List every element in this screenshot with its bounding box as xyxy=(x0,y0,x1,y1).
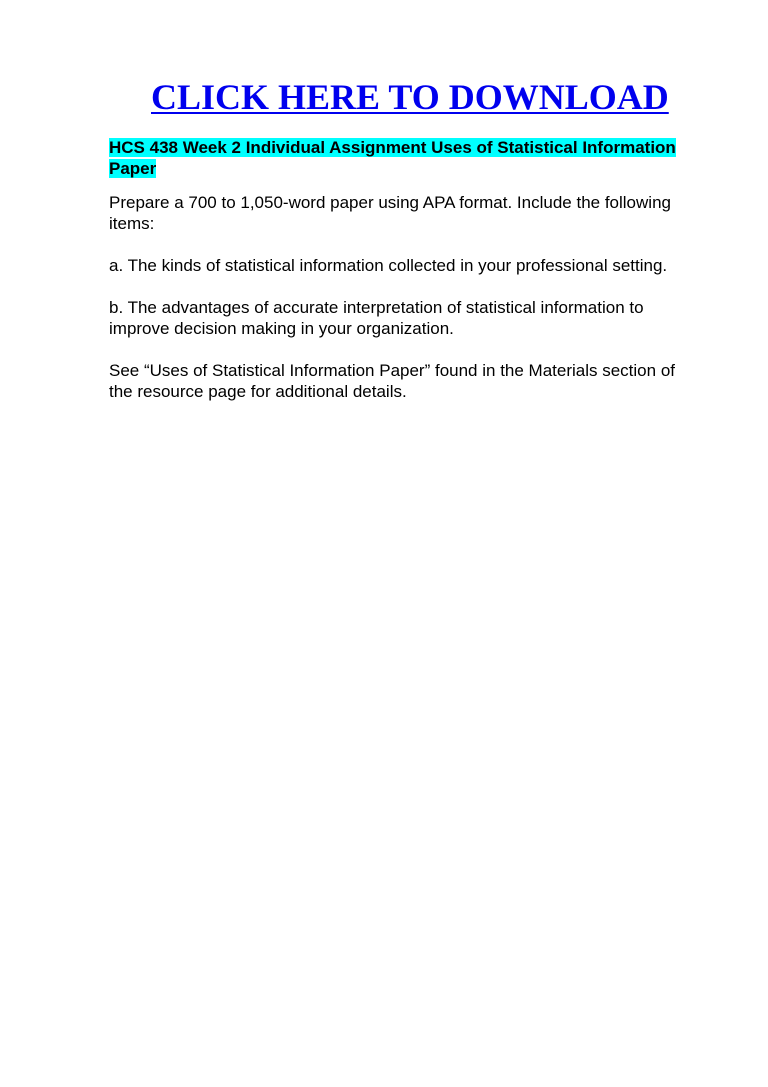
assignment-body xyxy=(109,137,697,423)
download-link[interactable]: CLICK HERE TO DOWNLOAD xyxy=(151,77,669,117)
assignment-title-text: HCS 438 Week 2 Individual Assignment Uses of Statistical Information Paper xyxy=(109,138,676,178)
instructions-paragraph: Prepare a 700 to 1,050-word paper using APA format. Include the following items: xyxy=(109,193,671,233)
item-a-paragraph: a. The kinds of statistical information collected in your professional setting. xyxy=(109,256,668,275)
item-b-paragraph: b. The advantages of accurate interpretation of statistical information to improve decision making in your organization. xyxy=(109,298,644,338)
assignment-title xyxy=(109,137,697,179)
reference-paragraph: See “Uses of Statistical Information Paper” found in the Materials section of the resource page for additional details. xyxy=(109,361,675,401)
